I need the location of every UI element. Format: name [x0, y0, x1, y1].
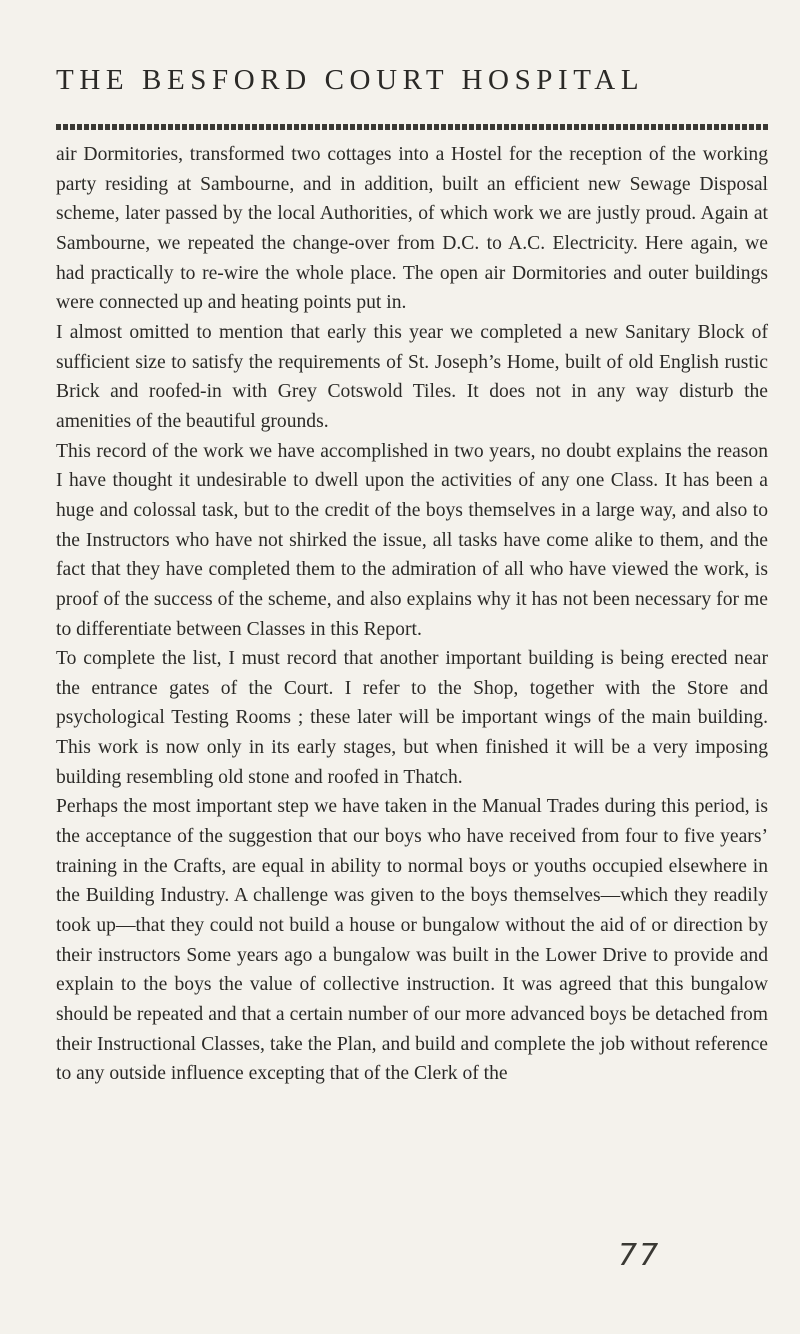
- paragraph: I almost omitted to mention that early this year we completed a new Sanitary Block of sufficient size to satisfy the requirements of St. Joseph’s Home, built of old English rustic Brick and roofed-in with Grey Cotswold Tiles. It does not in any way disturb the amenities of the beautiful grounds.: [56, 321, 768, 432]
- body-text: [56, 140, 768, 1089]
- paragraph: To complete the list, I must record that another important building is being erected near the entrance gates of the Court. I refer to the Shop, together with the Store and psychological Testing Rooms ; these later will be important wings of the main building. This work is now only in its early stages, but when finished it will be a very imposing building resembling old stone and roofed in Thatch.: [56, 648, 768, 788]
- paragraph: air Dormitories, transformed two cottages into a Hostel for the reception of the working party residing at Sambourne, and in addition, built an efficient new Sewage Disposal scheme, later passed by the local Authorities, of which work we are justly proud. Again at Sambourne, we repeated the change-over from D.C. to A.C. Electricity. Here again, we had practically to re-wire the whole place. The open air Dormitories and outer buildings were connected up and heating points put in.: [56, 144, 768, 314]
- paragraph: This record of the work we have accomplished in two years, no doubt explains the reason I have thought it undesirable to dwell upon the activities of any one Class. It has been a huge and colossal task, but to the credit of the boys themselves in a large way, and also to the Instructors who have not shirked the issue, all tasks have come alike to them, and the fact that they have completed them to the admiration of all who have viewed the work, is proof of the success of the scheme, and also explains why it has not been necessary for me to differentiate between Classes in this Report.: [56, 440, 768, 640]
- running-head: THE BESFORD COURT HOSPITAL: [56, 64, 645, 96]
- paragraph: Perhaps the most important step we have taken in the Manual Trades during this period, is the acceptance of the suggestion that our boys who have received from four to five years’ training in the Crafts, are equal in ability to normal boys or youths occupied elsewhere in the Building Industry. A challenge was given to the boys themselves—which they readily took up—that they could not build a house or bungalow without the aid of or direction by their instructors Some years ago a bungalow was built in the Lower Drive to provide and explain to the boys the value of collective instruction. It was agreed that this bungalow should be repeated and that a certain number of our more advanced boys be detached from their Instructional Classes, take the Plan, and build and complete the job without reference to any outside influence excepting that of the Clerk of the: [56, 796, 768, 1085]
- page-number: 77: [618, 1238, 661, 1273]
- header-rule: [56, 124, 769, 130]
